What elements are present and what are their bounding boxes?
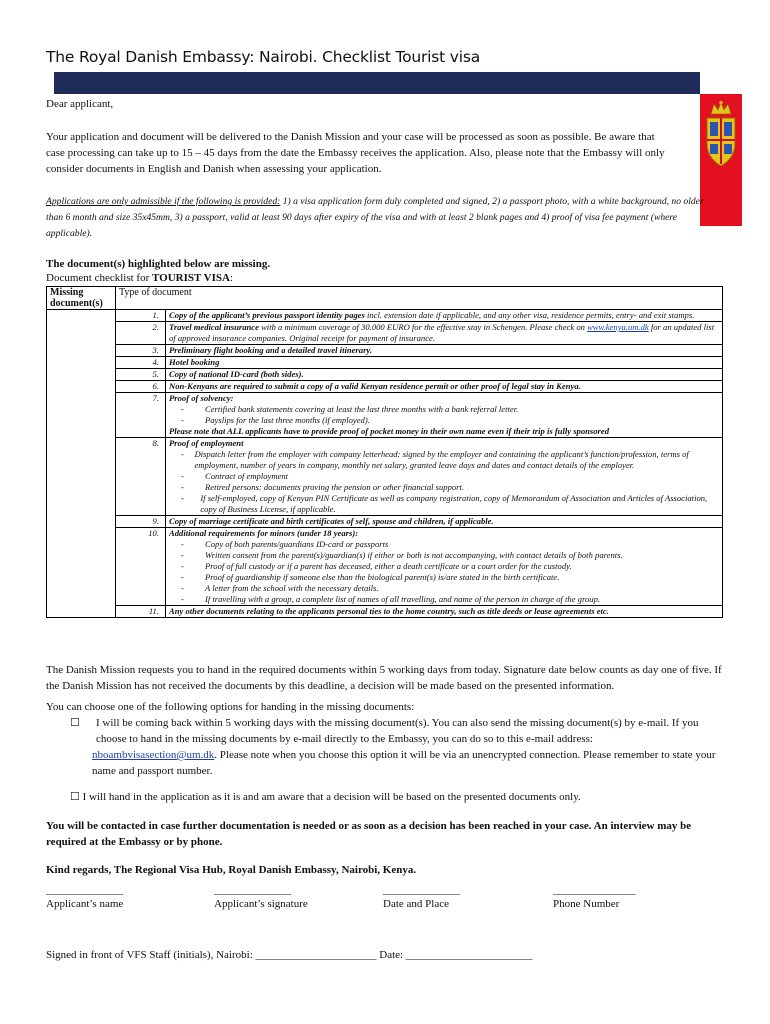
intro-paragraph: Your application and document will be delivered to the Danish Mission and your case will be processed as soon as possible. Be aware that case processing can take up to 15 – 45 days from the date the Embassy receives the application. Also, please note that the Embassy will only consider documents in English and Danish when assessing your application. [46, 131, 665, 175]
table-header-row [47, 287, 723, 310]
bullet-dash: - [181, 561, 184, 571]
table-row [47, 357, 723, 369]
option1-text: I will be coming back within 5 working days with the missing document(s). You can also send the missing document(s) by e-mail. If you choose to hand in the missing documents by e-mail directly to the Embassy, you can do so to this e-mail address: [96, 717, 699, 745]
document-checklist-table [46, 286, 723, 618]
admissible-text: 1) a visa application form duly completed and signed, 2) a passport photo, with a white background, no older than 6 month and size 35x45mm, 3) a passport, valid at least 90 days after expiry of the visa and with at least 2 blank pages and 4) proof of visa fee payment (where applicable). [46, 196, 704, 239]
missing-cell[interactable] [47, 310, 116, 322]
options-lead: You can choose one of the following options for handing in the missing documents: [46, 701, 415, 713]
missing-heading: The document(s) highlighted below are missing. [46, 258, 271, 270]
item-number: 6. [116, 381, 166, 393]
sub-item [169, 404, 719, 415]
item-number: 11. [116, 606, 166, 618]
sub-item-text: If self-employed, copy of Kenyan PIN Certificate as well as company registration, copy of Memorandum of Association and Articles of Association, copy of Business License, if applicable. [200, 493, 708, 514]
vfs-date-line[interactable]: _______________________ [405, 949, 533, 961]
sub-item-text: Certified bank statements covering at least the last three months with a bank referral letter. [205, 404, 519, 414]
missing-cell[interactable] [47, 357, 116, 369]
bullet-dash: - [181, 449, 184, 459]
table-row [47, 516, 723, 528]
item-description [166, 381, 723, 393]
deadline-paragraph: The Danish Mission requests you to hand in the required documents within 5 working days from today. Signature date below counts as day one of five. If the Danish Mission has not received the documents by this deadline, a decision will be made based on the presented information. [46, 664, 722, 692]
signature-line[interactable]: ______________ [46, 884, 123, 896]
item-text-cont: for an updated list of approved insurance companies. Original receipt for payment of insurance. [169, 322, 715, 343]
sub-item-text: Proof of full custody or if a parent has deceased, either a death certificate or a court order for the custody. [205, 561, 572, 571]
item-title: Preliminary flight booking and a detailed travel itinerary. [169, 345, 373, 355]
table-row [47, 322, 723, 345]
item-description [166, 357, 723, 369]
sub-item-text: Proof of guardianship if someone else than the biological parent(s) is/are stated in the birth certificate. [205, 572, 560, 582]
vfs-initials-line[interactable]: ______________________ [255, 949, 377, 961]
sub-item [169, 415, 719, 426]
item-title: Proof of solvency: [169, 393, 234, 403]
contact-note: You will be contacted in case further documentation is needed or as soon as a decision has been reached in your case. An interview may be required at the Embassy or by phone. [46, 820, 692, 848]
royal-crest-icon [703, 100, 739, 170]
item-number: 8. [116, 438, 166, 516]
item-title: Copy of marriage certificate and birth certificates of self, spouse and children, if applicable. [169, 516, 494, 526]
item-description [166, 516, 723, 528]
item-description [166, 438, 723, 516]
salutation: Dear applicant, [46, 98, 114, 110]
sub-item [169, 449, 719, 471]
sub-item-text: A letter from the school with the necessary details. [205, 583, 379, 593]
signature-label: Applicant’s name [46, 898, 124, 910]
option2-text: I will hand in the application as it is and am aware that a decision will be based on the presented documents only. [82, 791, 581, 803]
missing-cell[interactable] [47, 528, 116, 606]
item-title: Any other documents relating to the applicants personal ties to the home country, such as title deeds or lease agreements etc. [169, 606, 609, 616]
option1-checkbox[interactable]: ☐ [70, 717, 80, 729]
bullet-dash: - [181, 594, 184, 604]
item-description [166, 393, 723, 438]
table-row [47, 438, 723, 516]
option-hand-in-as-is [70, 789, 720, 805]
item-number: 4. [116, 357, 166, 369]
sub-item-text: Contract of employment [205, 471, 289, 481]
sub-item [169, 493, 719, 515]
vfs-date-label: Date: [379, 949, 404, 961]
option-return-later [70, 715, 720, 779]
table-row [47, 381, 723, 393]
item-title: Additional requirements for minors (under 18 years): [169, 528, 359, 538]
signature-field[interactable] [383, 884, 460, 910]
item-number: 5. [116, 369, 166, 381]
table-row [47, 528, 723, 606]
sub-item [169, 583, 719, 594]
item-description [166, 528, 723, 606]
bullet-dash: - [181, 572, 184, 582]
option2-checkbox[interactable]: ☐ [70, 791, 80, 803]
sub-item [169, 572, 719, 583]
col-missing-header: Missing document(s) [47, 287, 116, 310]
checklist-caption [46, 271, 233, 285]
item-description [166, 345, 723, 357]
bullet-dash: - [181, 539, 184, 549]
missing-cell[interactable] [47, 393, 116, 438]
item-number: 3. [116, 345, 166, 357]
item-number: 2. [116, 322, 166, 345]
missing-cell[interactable] [47, 345, 116, 357]
admissible-paragraph [46, 194, 706, 242]
option1-text2: . Please note when you choose this option it will be via an unencrypted connection. Please remember to state your name and passport number. [92, 749, 716, 777]
missing-cell[interactable] [47, 369, 116, 381]
header-bar [54, 72, 700, 94]
vfs-label: Signed in front of VFS Staff (initials), Nairobi: [46, 949, 253, 961]
bullet-dash: - [181, 550, 184, 560]
missing-cell[interactable] [47, 381, 116, 393]
col-type-header: Type of document [116, 287, 723, 310]
insurance-link[interactable]: www.kenya.um.dk [587, 322, 649, 332]
signature-label: Phone Number [553, 898, 620, 910]
signature-field[interactable] [46, 884, 123, 910]
sub-item [169, 539, 719, 550]
vfs-signed-row [46, 949, 532, 961]
signature-field[interactable] [214, 884, 308, 910]
item-description [166, 369, 723, 381]
sub-item-text: Payslips for the last three months (if employed). [205, 415, 370, 425]
item-number: 1. [116, 310, 166, 322]
sub-item-text: Dispatch letter from the employer with company letterhead: signed by the employer and containing the applicant’s function/profession, terms of employment, number of years in company, monthly net salary, granted leave days and dates and contact details of the employer. [194, 449, 689, 470]
table-row [47, 393, 723, 438]
checklist-rows [47, 310, 723, 618]
table-row [47, 310, 723, 322]
sub-item [169, 550, 719, 561]
sub-item-text: Copy of both parents/guardians ID-card or passports [205, 539, 389, 549]
item-title: Non-Kenyans are required to submit a copy of a valid Kenyan residence permit or other proof of legal stay in Kenya. [169, 381, 581, 391]
item-description [166, 606, 723, 618]
item-number: 10. [116, 528, 166, 606]
caption-visa: TOURIST VISA [152, 272, 230, 284]
table-row [47, 369, 723, 381]
missing-cell[interactable] [47, 438, 116, 516]
missing-cell[interactable] [47, 606, 116, 618]
admissible-lead: Applications are only admissible if the following is provided: [46, 196, 281, 207]
bullet-dash: - [181, 404, 184, 414]
item-title: Copy of the applicant’s previous passport identity pages [169, 310, 365, 320]
table-row [47, 606, 723, 618]
missing-cell[interactable] [47, 516, 116, 528]
sub-item [169, 594, 719, 605]
caption-prefix: Document checklist for [46, 272, 152, 284]
signature-label: Date and Place [383, 898, 449, 910]
page-title: The Royal Danish Embassy: Nairobi. Checklist Tourist visa [46, 48, 481, 66]
sub-item-text: Retired persons: documents proving the pension or other financial support. [205, 482, 465, 492]
item-text: with a minimum coverage of 30.000 EURO for the effective stay in Schengen. Please check on [258, 322, 588, 332]
sub-item-text: Written consent from the parent(s)/guardian(s) if either or both is not accompanying, with contact details of both parents. [205, 550, 623, 560]
missing-cell[interactable] [47, 322, 116, 345]
signature-line[interactable]: _______________ [553, 884, 636, 896]
item-title: Proof of employment [169, 438, 244, 448]
item-title: Travel medical insurance [169, 322, 259, 332]
bullet-dash: - [181, 471, 184, 481]
bullet-dash: - [181, 415, 184, 425]
item-title: Hotel booking [169, 357, 220, 367]
bullet-dash: - [181, 583, 184, 593]
email-link[interactable]: nboambvisasection@um.dk [92, 749, 215, 761]
sub-item [169, 471, 719, 482]
kind-regards: Kind regards, The Regional Visa Hub, Royal Danish Embassy, Nairobi, Kenya. [46, 864, 417, 876]
table-row [47, 345, 723, 357]
sub-item [169, 561, 719, 572]
item-title: Copy of national ID-card (both sides). [169, 369, 304, 379]
item-description [166, 310, 723, 322]
sub-item-text: If travelling with a group, a complete list of names of all travelling, and name of the person in charge of the group. [205, 594, 601, 604]
signature-line[interactable]: ______________ [214, 884, 291, 896]
signature-field[interactable] [553, 884, 636, 910]
item-text: incl. extension date if applicable, and any other visa, residence permits, entry- and exit stamps. [364, 310, 695, 320]
item-number: 7. [116, 393, 166, 438]
caption-suffix: : [229, 272, 234, 284]
sub-item [169, 482, 719, 493]
pocket-money-note: Please note that ALL applicants have to provide proof of pocket money in their own name even if their trip is fully sponsored [169, 426, 610, 436]
item-number: 9. [116, 516, 166, 528]
bullet-dash: - [181, 482, 184, 492]
signature-label: Applicant’s signature [214, 898, 308, 910]
item-description [166, 322, 723, 345]
signature-line[interactable]: ______________ [383, 884, 460, 896]
bullet-dash: - [181, 493, 184, 503]
